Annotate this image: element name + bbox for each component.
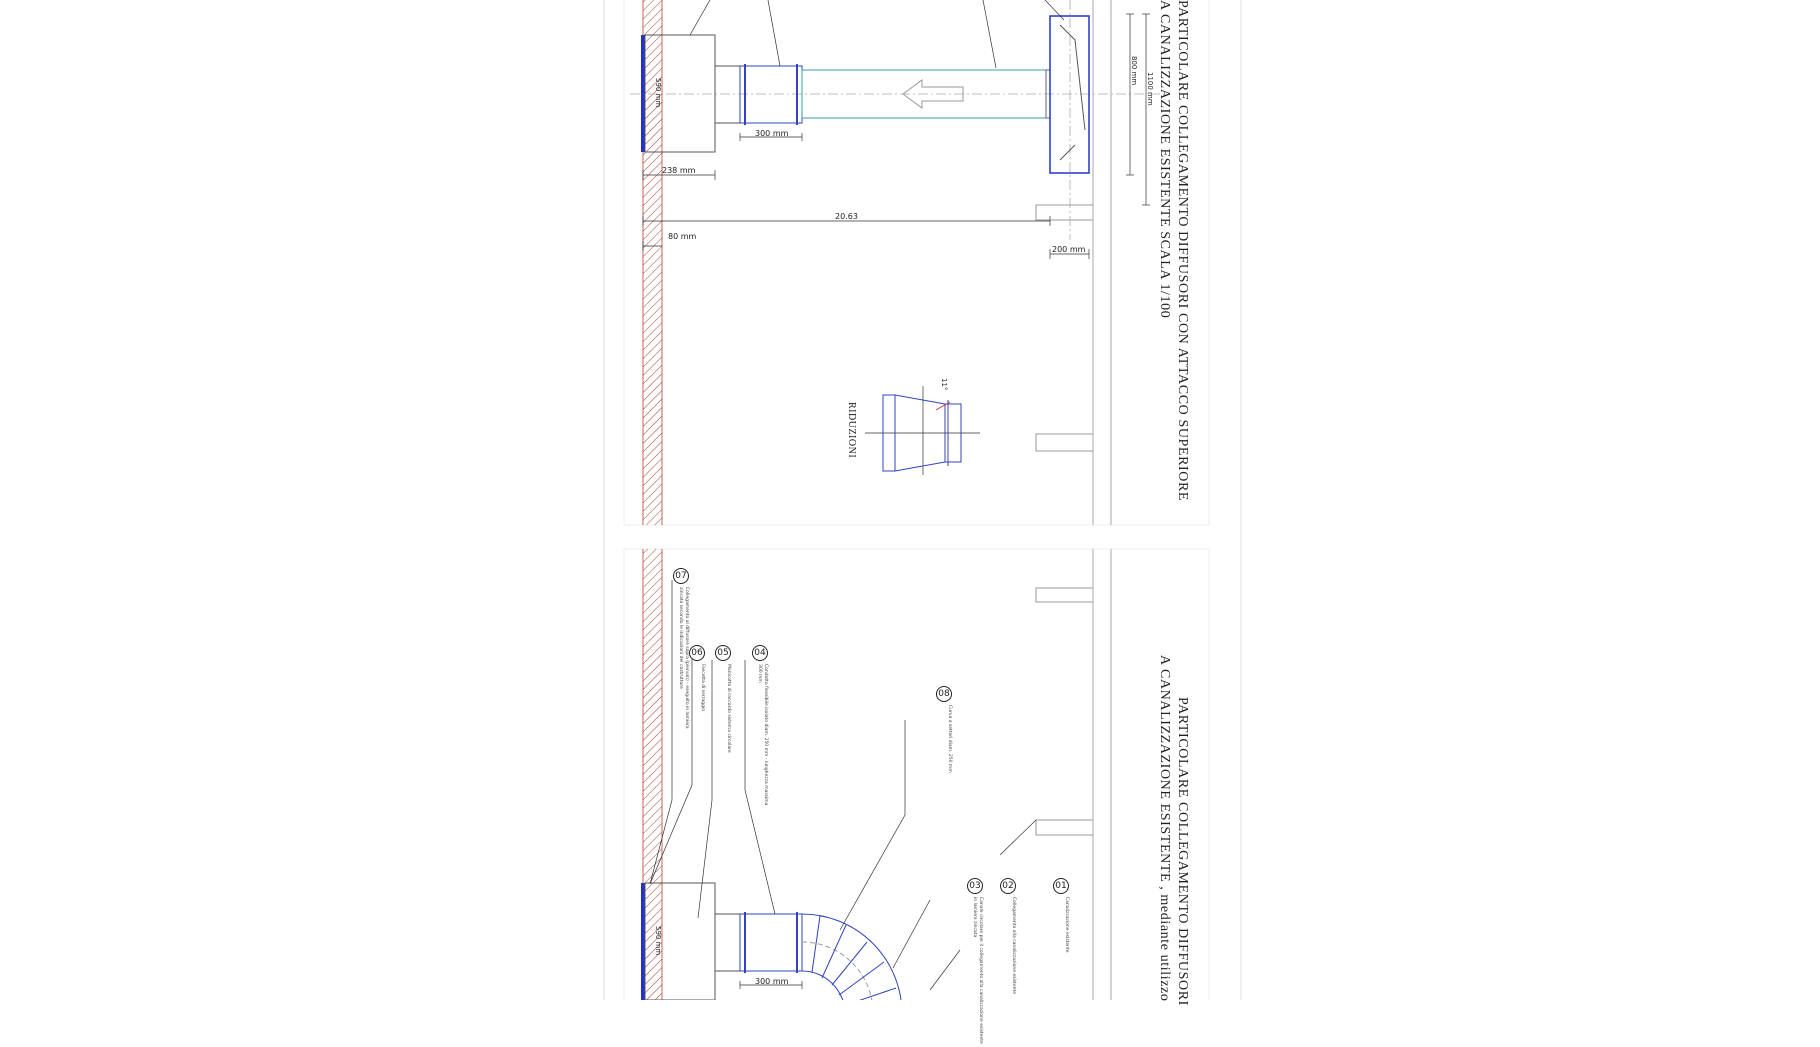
dim-300-bottom: 300 mm — [755, 977, 789, 986]
top-panel-frame — [624, 0, 1209, 525]
note-text: Canale circolare per il collegamento alla canalizzazione esistente in lamiera zincata — [972, 897, 983, 1044]
note-number: 05 — [715, 645, 731, 661]
segmented-elbow — [802, 914, 902, 1000]
dim-1100: 1100 mm — [1146, 72, 1154, 106]
flexible-duct — [740, 66, 802, 123]
dim-590-top: 590 mm — [654, 78, 662, 108]
note-text: Fascetta di serraggio — [700, 664, 705, 711]
dim-800: 800 mm — [1130, 56, 1138, 86]
note-02 — [1000, 878, 1016, 994]
note-06 — [689, 645, 705, 711]
dim-angle: 11° — [940, 378, 948, 391]
note-text: Collegamento alla canalizzazione esistente — [1011, 897, 1016, 995]
title-bottom-line2: A CANALIZZAZIONE ESISTENTE , mediante utilizzo — [1157, 655, 1172, 1002]
dim-80: 80 mm — [668, 232, 697, 241]
note-number: 02 — [1000, 878, 1016, 894]
note-05 — [715, 645, 731, 753]
dim-200: 200 mm — [1052, 245, 1086, 254]
reduction-fitting — [865, 386, 980, 475]
note-number: 08 — [936, 686, 952, 702]
note-03 — [967, 878, 983, 1047]
note-number: 03 — [967, 878, 983, 894]
note-text: Curva a settori diam. 250 mm — [947, 705, 952, 773]
note-01 — [1053, 878, 1069, 953]
note-text: Condotto flessibile isolato diam. 250 mm - lunghezza massima 300 mm — [757, 664, 768, 806]
note-number: 04 — [752, 645, 768, 661]
note-text: Collegamento al diffusore sopra (plenum) - eseguito in lamiera zincata secondo le indicazioni del costruttore — [678, 587, 689, 729]
diffuser-face — [641, 35, 645, 152]
note-08 — [936, 686, 952, 773]
dimension-lines — [643, 14, 1150, 259]
dim-2063: 20.63 — [835, 212, 858, 221]
note-number: 06 — [689, 645, 705, 661]
note-04 — [752, 645, 768, 814]
note-07 — [673, 568, 689, 737]
note-number: 07 — [673, 568, 689, 584]
note-text: Canalizzazione esistente — [1064, 897, 1069, 953]
note-text: Manicotto di raccordo sistema circolare — [726, 664, 731, 753]
wall-opening-1 — [1036, 205, 1093, 220]
note-number: 01 — [1053, 878, 1069, 894]
diffuser-face-bottom — [641, 883, 645, 1000]
dim-238: 238 mm — [662, 166, 696, 175]
bottom-panel — [624, 549, 1209, 1000]
top-panel — [624, 0, 1209, 525]
label-riduzioni: RIDUZIONI — [846, 402, 857, 459]
dim-590-bottom: 590 mm — [654, 926, 662, 956]
dim-300-top: 300 mm — [755, 129, 789, 138]
terminal-unit — [1050, 16, 1089, 173]
title-top-line2: A CANALIZZAZIONE ESISTENTE SCALA 1/100 — [1157, 0, 1172, 319]
title-bottom-line1: PARTICOLARE COLLEGAMENTO DIFFUSORI — [1175, 697, 1190, 1006]
title-top-line1: PARTICOLARE COLLEGAMENTO DIFFUSORI CON ATTACCO SUPERIORE — [1175, 0, 1190, 502]
wall-opening-2 — [1036, 434, 1093, 451]
